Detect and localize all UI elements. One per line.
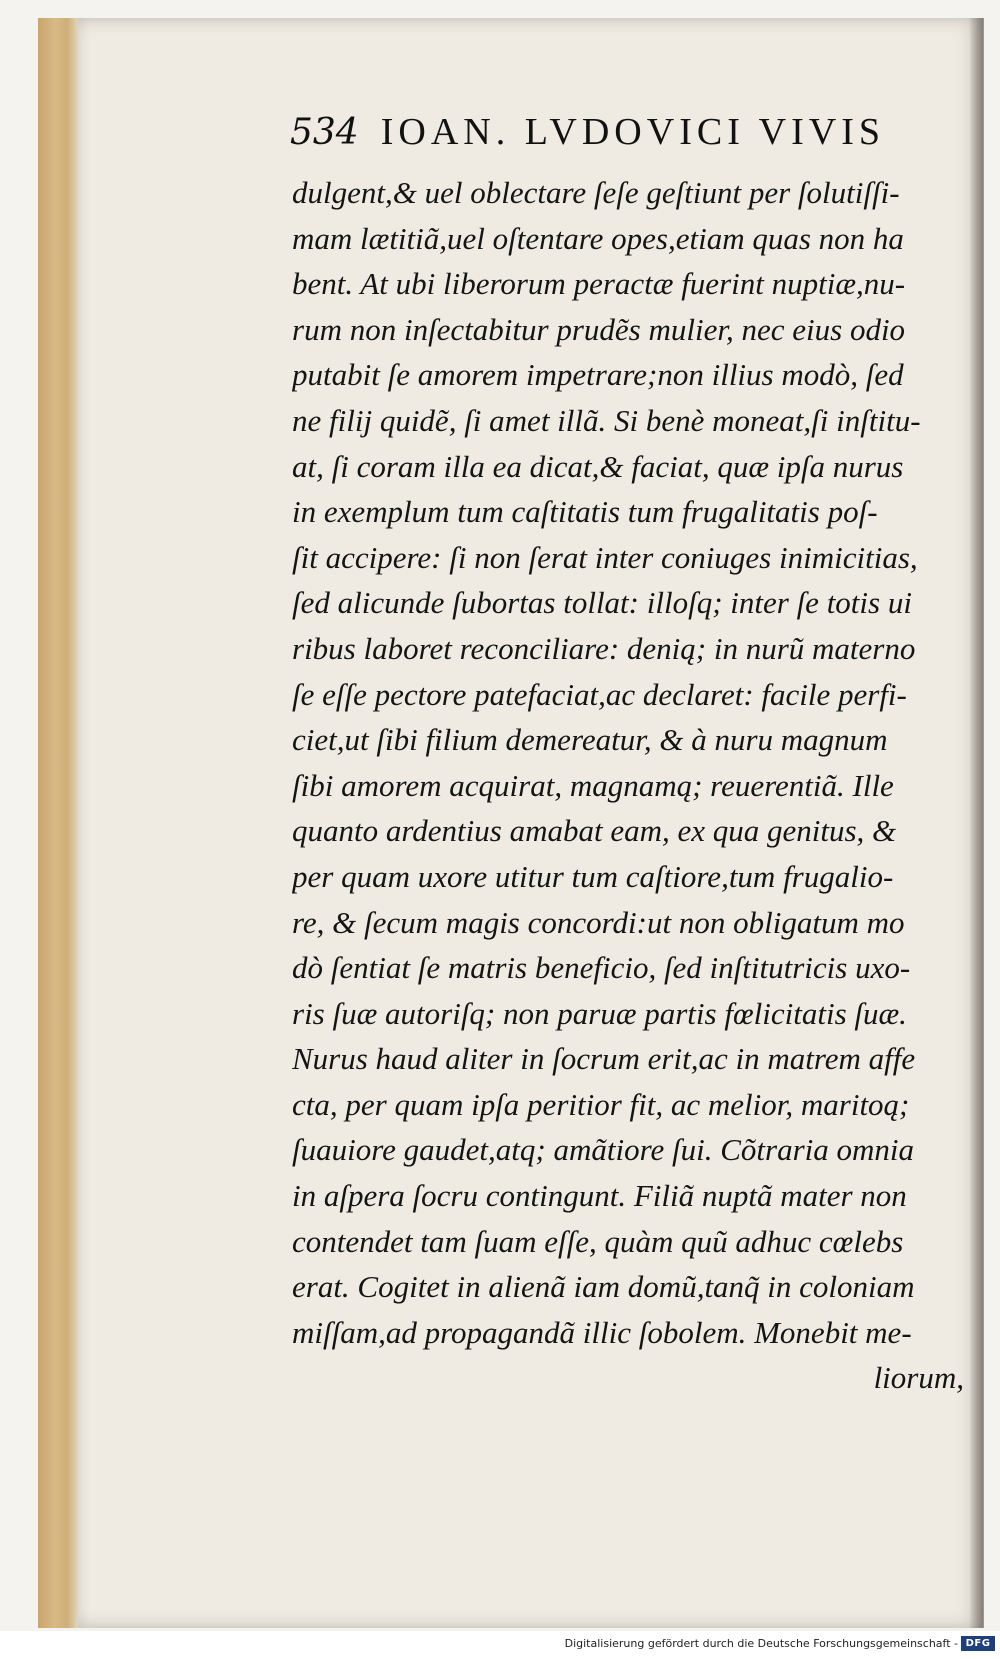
text-line: ris ſuæ autoriſq; non paruæ partis fœlicitatis ſuæ. — [292, 995, 907, 1031]
text-line: ſed alicunde ſubortas tollat: illoſq; inter ſe totis ui — [292, 585, 912, 621]
body-text — [292, 170, 964, 1401]
text-line: mam lætitiã,uel oſtentare opes,etiam quas non ha — [292, 220, 904, 256]
text-line: cta, per quam ipſa peritior fit, ac melior, maritoą; — [292, 1086, 910, 1122]
catchword: liorum, — [873, 1360, 964, 1396]
page-number: 534 — [290, 112, 359, 153]
text-line: miſſam,ad propagandã illic ſobolem. Monebit me- — [292, 1314, 912, 1350]
text-line: dò ſentiat ſe matris beneficio, ſed inſtitutricis uxo- — [292, 950, 911, 986]
text-line: ſibi amorem acquirat, magnamą; reuerentiã. Ille — [292, 767, 894, 803]
text-line: in exemplum tum caſtitatis tum frugalitatis poſ- — [292, 494, 878, 530]
text-line: putabit ſe amorem impetrare;non illius modò, ſed — [292, 357, 904, 393]
text-line: contendet tam ſuam eſſe, quàm quũ adhuc cœlebs — [292, 1223, 904, 1259]
text-line: in aſpera ſocru contingunt. Filiã nuptã mater non — [292, 1178, 907, 1214]
text-line: ſe eſſe pectore patefaciat,ac declaret: facile perfi- — [292, 676, 907, 712]
text-line: quanto ardentius amabat eam, ex qua genitus, & — [292, 813, 897, 849]
dfg-logo: DFG — [961, 1636, 995, 1651]
text-line: bent. At ubi liberorum peractæ fuerint nuptiæ,nu- — [292, 266, 906, 302]
page-header — [290, 110, 950, 170]
text-line: ne filij quidẽ, ſi amet illã. Si benè moneat,ſi inſtitu- — [292, 402, 921, 438]
page-gutter-shadow — [970, 18, 984, 1628]
text-line: re, & ſecum magis concordi:ut non obligatum mo — [292, 904, 905, 940]
text-line: at, ſi coram illa ea dicat,& faciat, quæ ipſa nurus — [292, 448, 904, 484]
text-line: ſit accipere: ſi non ſerat inter coniuges inimicitias, — [292, 539, 918, 575]
text-line: ribus laboret reconciliare: denią; in nurũ materno — [292, 630, 916, 666]
text-line: dulgent,& uel oblectare ſeſe geſtiunt per ſolutiſſi- — [292, 175, 900, 210]
text-line: Nurus haud aliter in ſocrum erit,ac in matrem affe — [292, 1041, 916, 1077]
text-line: erat. Cogitet in alienã iam domũ,tanq̃ in coloniam — [292, 1269, 915, 1305]
text-line: ciet,ut ſibi filium demereatur, & à nuru magnum — [292, 722, 888, 758]
text-line: ſuauiore gaudet,atq; amãtiore ſui. Cõtraria omnia — [292, 1132, 914, 1168]
text-line: rum non inſectabitur prudẽs mulier, nec eius odio — [292, 311, 906, 347]
funding-credit: Digitalisierung gefördert durch die Deutsche Forschungsgemeinschaft - — [564, 1637, 958, 1650]
book-edge — [38, 18, 80, 1628]
text-line: per quam uxore utitur tum caſtiore,tum frugalio- — [292, 858, 894, 894]
running-head: IOAN. LVDOVICI VIVIS — [380, 111, 885, 153]
